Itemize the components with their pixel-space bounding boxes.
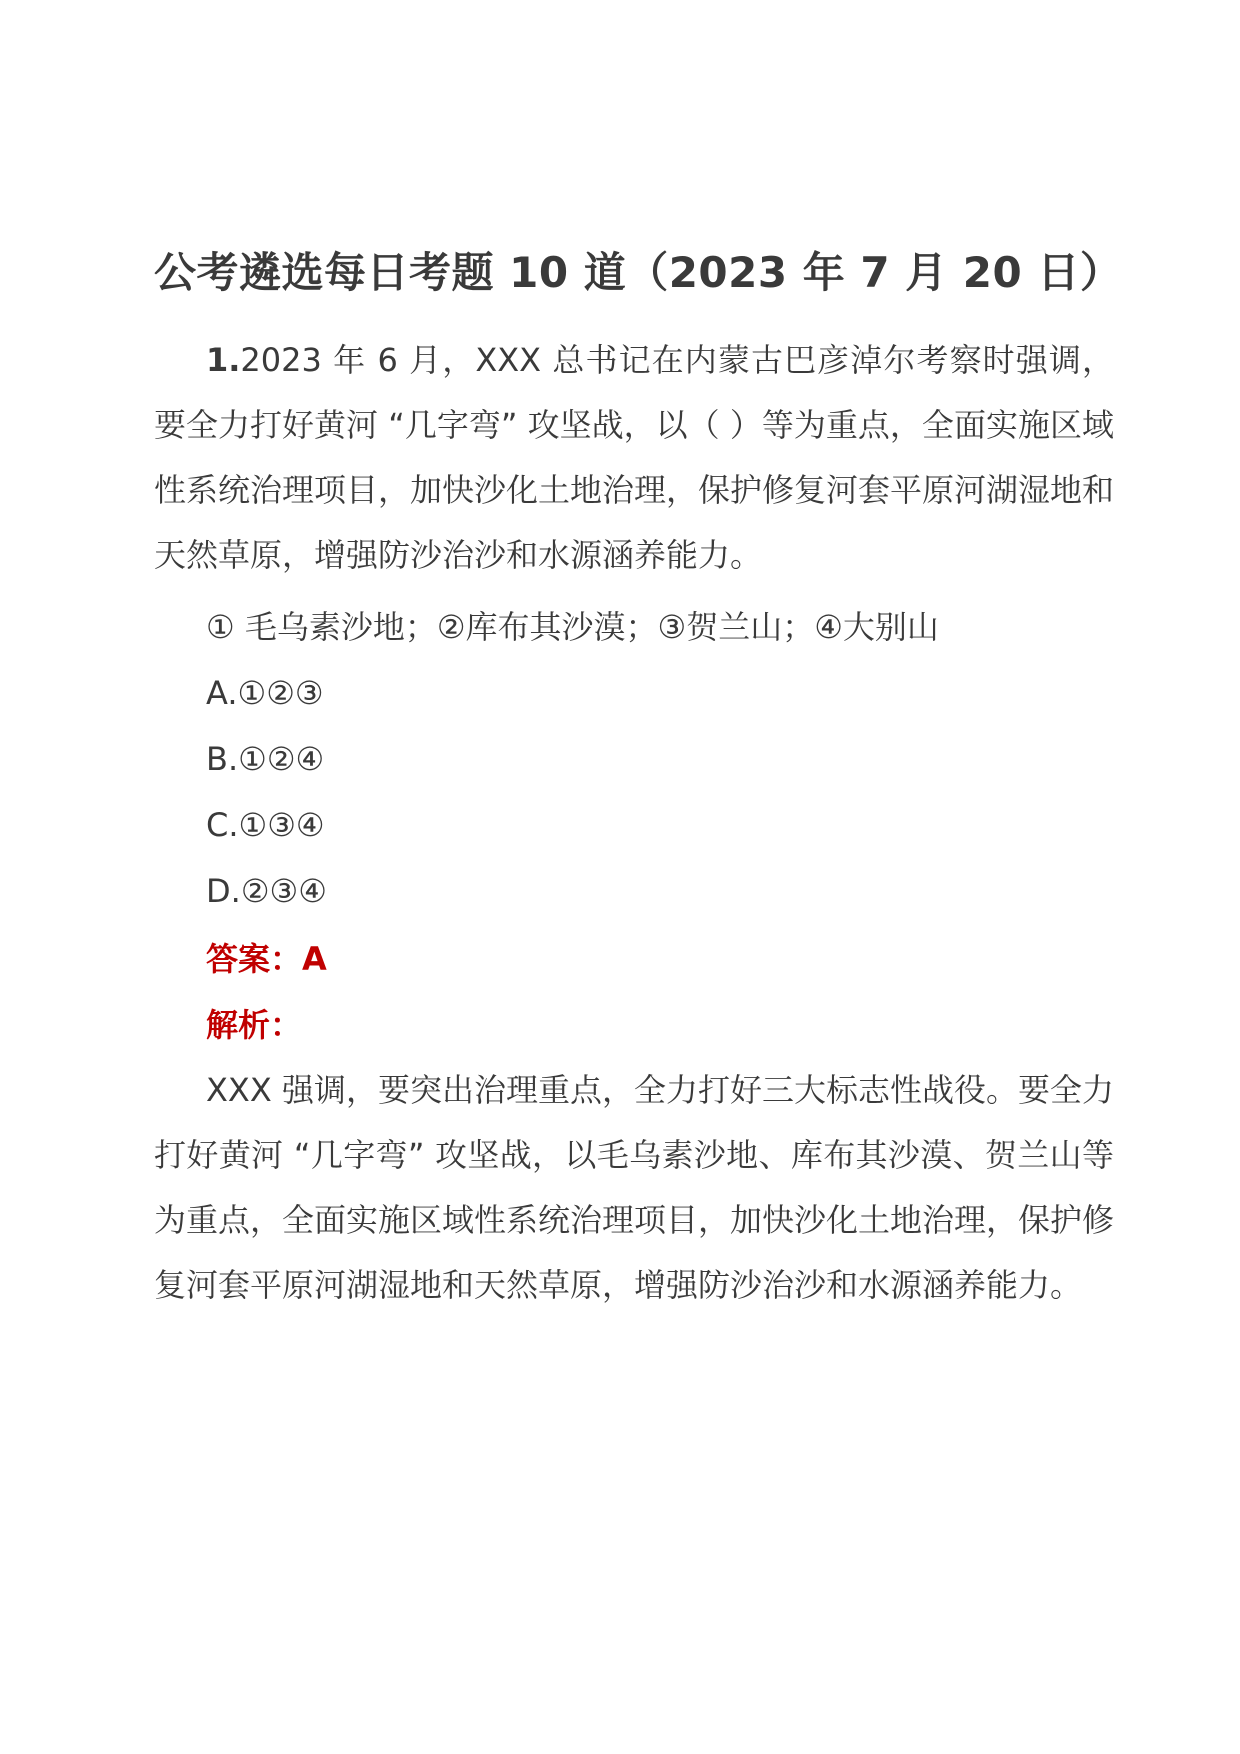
option-b: B.①②④ bbox=[206, 740, 325, 778]
option-a: A.①②③ bbox=[206, 674, 324, 712]
analysis-text: XXX 强调，要突出治理重点，全力打好三大标志性战役。要全力打好黄河 “几字弯” 攻坚战，以毛乌素沙地、库布其沙漠、贺兰山等为重点，全面实施区域性系统治理项目，加快沙化土地治理，保护修复河套平原河湖湿地和天然草原，增强防沙治沙和水源涵养能力。 bbox=[154, 1071, 1115, 1304]
document-title: 公考遴选每日考题 10 道（2023 年 7 月 20 日） bbox=[154, 248, 1123, 297]
answer-label: 答案：A bbox=[206, 940, 327, 978]
analysis-label: 解析： bbox=[206, 1006, 303, 1044]
question-number: 1. bbox=[206, 341, 241, 379]
option-c: C.①③④ bbox=[206, 806, 325, 844]
question-stem bbox=[154, 328, 1114, 588]
document-page bbox=[154, 240, 1123, 1318]
question-stem-text: 2023 年 6 月，XXX 总书记在内蒙古巴彦淖尔考察时强调，要全力打好黄河 “几字弯” 攻坚战，以（ ）等为重点，全面实施区域性系统治理项目，加快沙化土地治理，保护修复河套平原河湖湿地和天然草原，增强防沙治沙和水源涵养能力。 bbox=[154, 341, 1115, 574]
question-items: ① 毛乌素沙地；②库布其沙漠；③贺兰山；④大别山 bbox=[206, 608, 939, 646]
option-d: D.②③④ bbox=[206, 872, 327, 910]
